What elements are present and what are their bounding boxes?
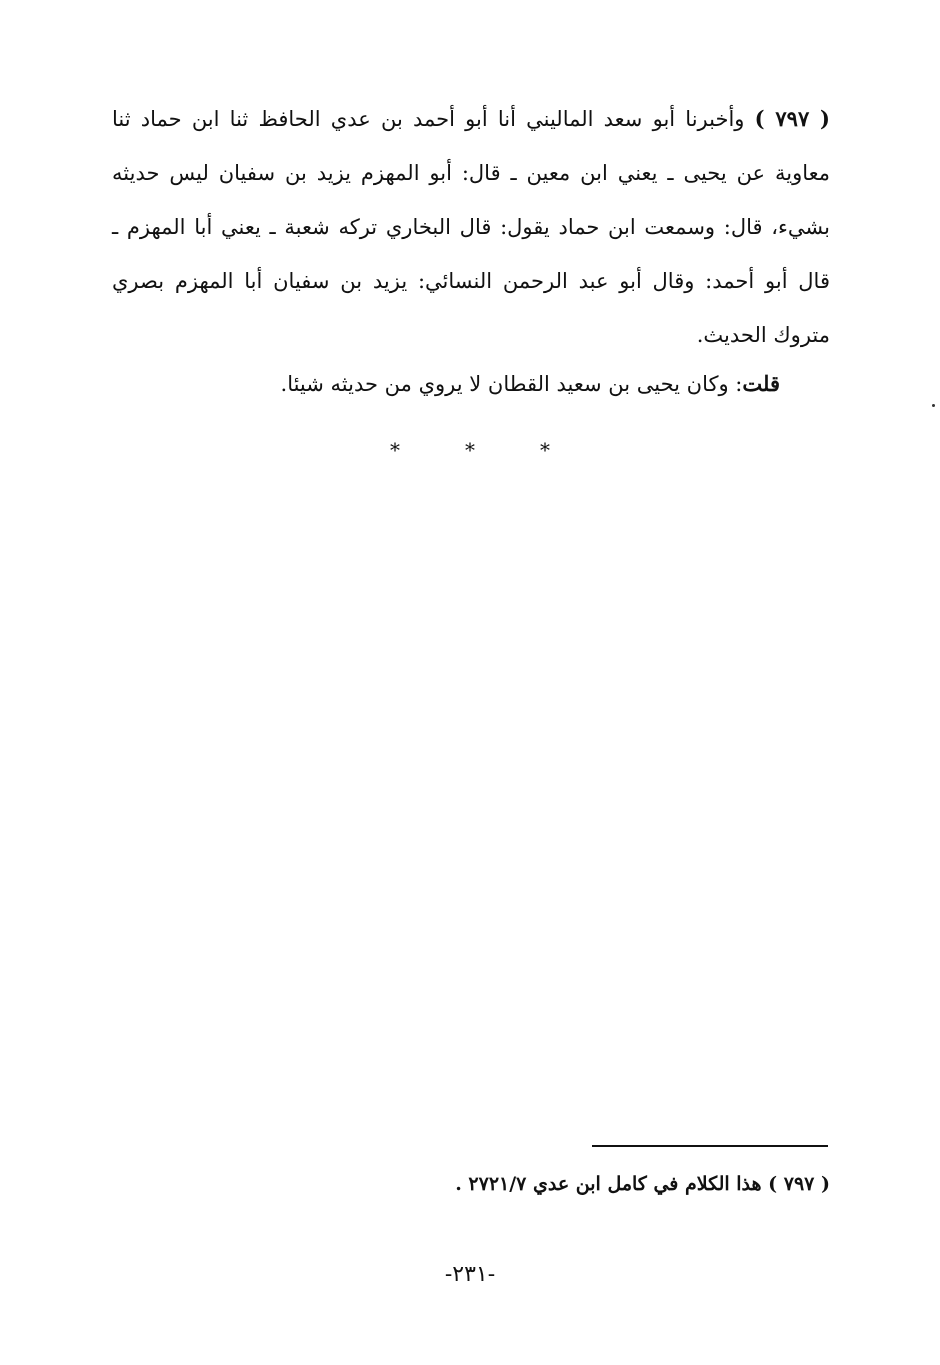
entry-text: وأخبرنا أبو سعد الماليني أنا أبو أحمد بن عدي الحافظ ثنا ابن حماد ثنا معاوية عن يحيى ـ يعني ابن معين ـ قال: أبو المهزم يزيد بن سفيان ليس حديثه بشيء، قال: وسمعت ابن حماد يقول: قال البخاري تركه شعبة ـ يعني أبا المهزم ـ قال أبو أحمد: وقال أبو عبد الرحمن النسائي: يزيد بن سفيان أبا المهزم بصري متروك الحديث. (112, 107, 830, 347)
footnote: ( ٧٩٧ ) هذا الكلام في كامل ابن عدي ٢٧٢١/٧ . (455, 1173, 830, 1195)
separator-star-3: * (540, 438, 550, 462)
separator-star-1: * (390, 438, 400, 462)
footnote-divider (592, 1145, 828, 1147)
scan-speck (932, 404, 935, 407)
editor-note (260, 366, 780, 402)
entry-number: ( ٧٩٧ ) (754, 106, 830, 131)
page-number: -٢٣١- (444, 1262, 496, 1287)
note-label: قلت (742, 371, 780, 396)
section-separator (380, 438, 560, 462)
hadith-entry-797 (112, 92, 830, 362)
note-text: : وكان يحيى بن سعيد القطان لا يروي من حديثه شيئا. (280, 372, 743, 396)
separator-star-2: * (465, 438, 475, 462)
